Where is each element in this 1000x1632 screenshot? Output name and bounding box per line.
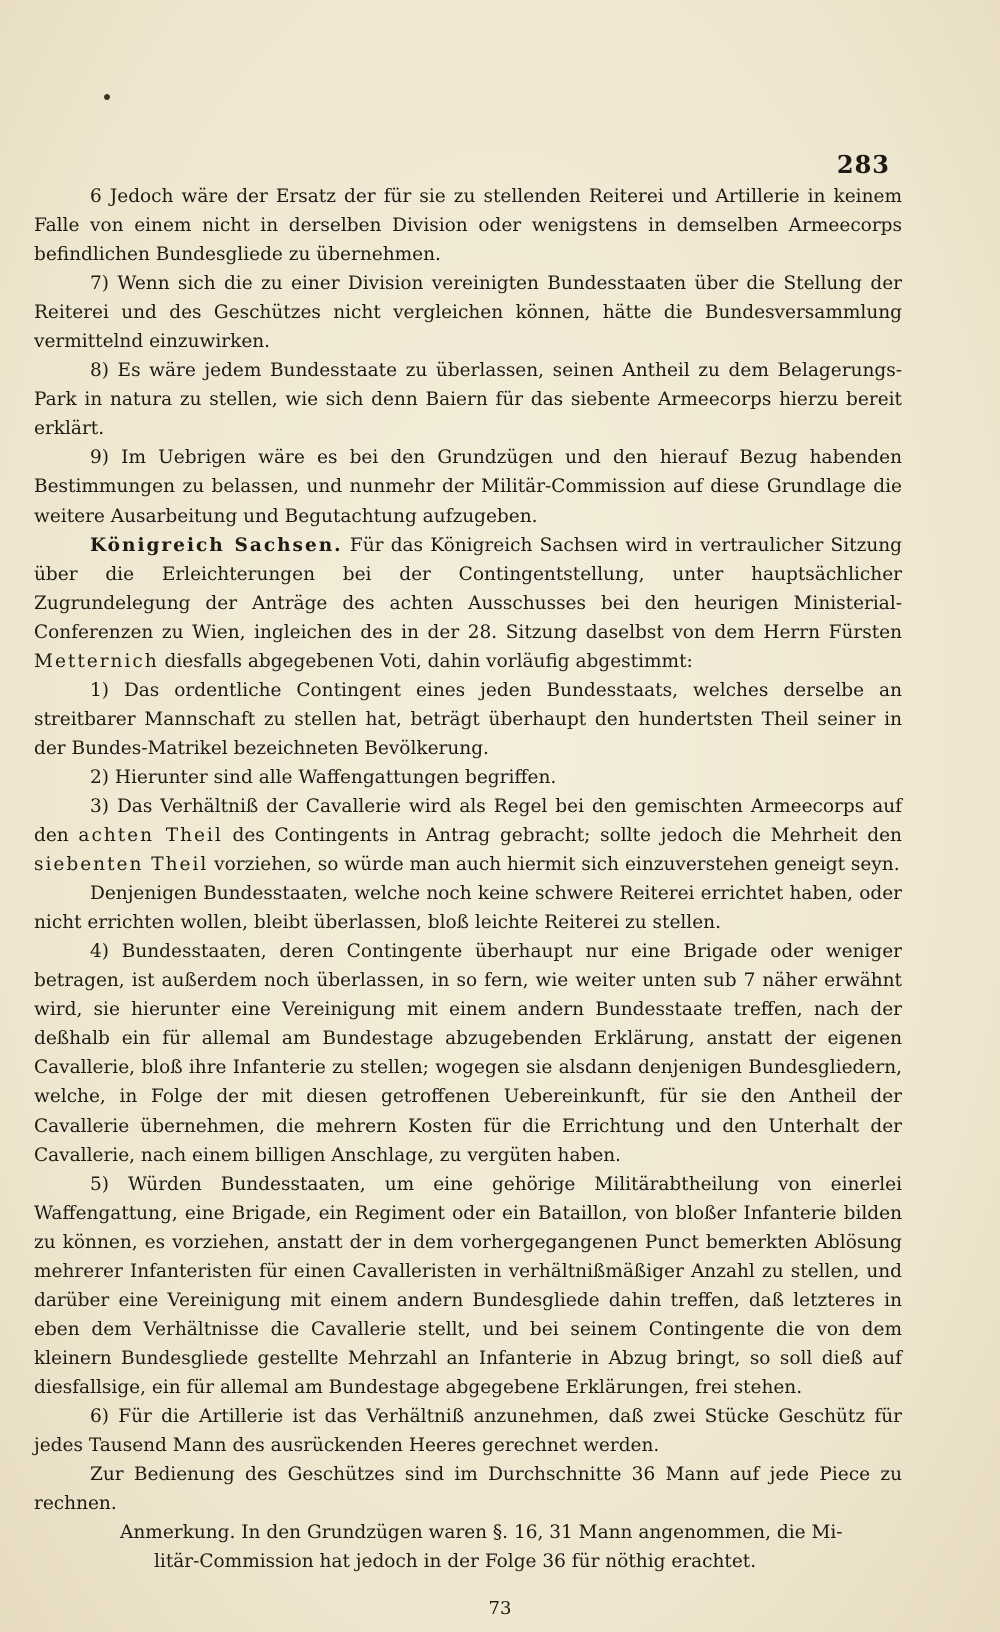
item-3-text-b: des Contingents in Antrag gebracht; sollte jedoch die Mehrheit den bbox=[222, 825, 902, 847]
body-text bbox=[34, 182, 902, 1576]
signature-mark: 73 bbox=[488, 1598, 512, 1619]
item-3-text-c: vorziehen, so würde man auch hiermit sich einzuverstehen geneigt seyn. bbox=[208, 854, 900, 876]
item-3 bbox=[34, 792, 902, 879]
item-1: 1) Das ordentliche Contingent eines jeden Bundesstaats, welches derselbe an streitbarer Mannschaft zu stellen hat, beträgt überhaupt den hundertsten Theil seiner in der Bundes-Matrikel bezeichneten Bevölkerung. bbox=[34, 679, 902, 759]
page-number: 283 bbox=[836, 150, 890, 179]
saxony-text-2: diesfalls abgegebenen Voti, dahin vorläufig abgestimmt: bbox=[158, 650, 693, 672]
paragraph-8: 8) Es wäre jedem Bundesstaate zu überlassen, seinen Antheil zu dem Belagerungs-Park in natura zu stellen, wie sich denn Baiern für das siebente Armeecorps hierzu bereit erklärt. bbox=[34, 360, 902, 440]
item-5: 5) Würden Bundesstaaten, um eine gehörige Militärabtheilung von einerlei Waffengattung, eine Brigade, ein Regiment oder ein Bataillon, von bloßer Infanterie bilden zu können, es vorziehen, anstatt der in dem vorhergegangenen Punct bemerkten Ablösung mehrerer Infanteristen für einen Cavalleristen in verhältnißmäßiger Anzahl zu stellen, und darüber eine Vereinigung mit einem andern Bundesgliede dahin treffen, daß letzteres in eben dem Verhältnisse die Cavallerie stellt, und bei seinem Contingente die von dem kleinern Bundesgliede gestellte Mehrzahl an Infanterie in Abzug bringt, so soll dieß auf diesfallsige, ein für allemal am Bundestage abgegebene Erklärungen, frei stehen. bbox=[34, 1173, 902, 1398]
footnote-line-2: litär-Commission hat jedoch in der Folge 36 für nöthig erachtet. bbox=[154, 1551, 757, 1573]
item-3-emphasis-2: siebenten Theil bbox=[34, 854, 209, 876]
item-2: 2) Hierunter sind alle Waffengattungen begriffen. bbox=[90, 766, 557, 788]
section-heading: Königreich Sachsen. bbox=[90, 534, 343, 556]
item-4: 4) Bundesstaaten, deren Contingente überhaupt nur eine Brigade oder weniger betragen, ist außerdem noch überlassen, in so fern, wie weiter unten sub 7 näher erwähnt wird, sie hierunter eine Vereinigung mit einem andern Bundesstaate treffen, nach der deßhalb ein für allemal am Bundestage abzugebenden Erklärung, anstatt der eigenen Cavallerie, bloß ihre Infanterie zu stellen; wogegen sie alsdann denjenigen Bundesgliedern, welche, in Folge der mit diesen getroffenen Uebereinkunft, für sie den Antheil der Cavallerie übernehmen, die mehrern Kosten für die Errichtung und den Unterhalt der Cavallerie, nach einem billigen Anschlage, zu vergüten haben. bbox=[34, 941, 902, 1166]
item-3-text-a: 3) Das Verhältniß der Cavallerie wird als Regel bei den gemischten Armeecorps auf den bbox=[34, 795, 902, 847]
paragraph-9: 9) Im Uebrigen wäre es bei den Grundzügen und den hierauf Bezug habenden Bestimmungen zu belassen, und nunmehr der Militär-Commission auf diese Grundlage die weitere Ausarbeitung und Begutachtung aufzugeben. bbox=[34, 447, 902, 527]
footnote-line-1: Anmerkung. In den Grundzügen waren §. 16, 31 Mann angenommen, die Mi- bbox=[120, 1522, 843, 1544]
paragraph-6: 6 Jedoch wäre der Ersatz der für sie zu stellenden Reiterei und Artillerie in keinem Falle von einem nicht in derselben Division oder wenigstens in demselben Armeecorps befindlichen Bundesgliede zu übernehmen. bbox=[34, 186, 902, 266]
saxony-text-1: Für das Königreich Sachsen wird in vertraulicher Sitzung über die Erleichterungen bei der Contingentstellung, unter hauptsächlicher Zugrundelegung der Anträge des achten Ausschusses bei den heurigen Ministerial-Conferenzen zu Wien, ingleichen des in der 28. Sitzung daselbst von dem Herrn Fürsten bbox=[34, 534, 902, 643]
ink-spot bbox=[104, 94, 110, 100]
name-metternich: Metternich bbox=[34, 650, 159, 672]
item-6-continuation: Zur Bedienung des Geschützes sind im Durchschnitte 36 Mann auf jede Piece zu rechnen. bbox=[34, 1464, 902, 1515]
saxony-paragraph bbox=[34, 531, 902, 676]
paragraph-7: 7) Wenn sich die zu einer Division vereinigten Bundesstaaten über die Stellung der Reiterei und des Geschützes nicht vergleichen können, hätte die Bundesversammlung vermittelnd einzuwirken. bbox=[34, 273, 902, 353]
item-3-continuation: Denjenigen Bundesstaaten, welche noch keine schwere Reiterei errichtet haben, oder nicht errichten wollen, bleibt überlassen, bloß leichte Reiterei zu stellen. bbox=[34, 883, 902, 934]
item-6: 6) Für die Artillerie ist das Verhältniß anzunehmen, daß zwei Stücke Geschütz für jedes Tausend Mann des ausrückenden Heeres gerechnet werden. bbox=[34, 1405, 902, 1457]
item-3-emphasis-1: achten Theil bbox=[78, 825, 223, 847]
